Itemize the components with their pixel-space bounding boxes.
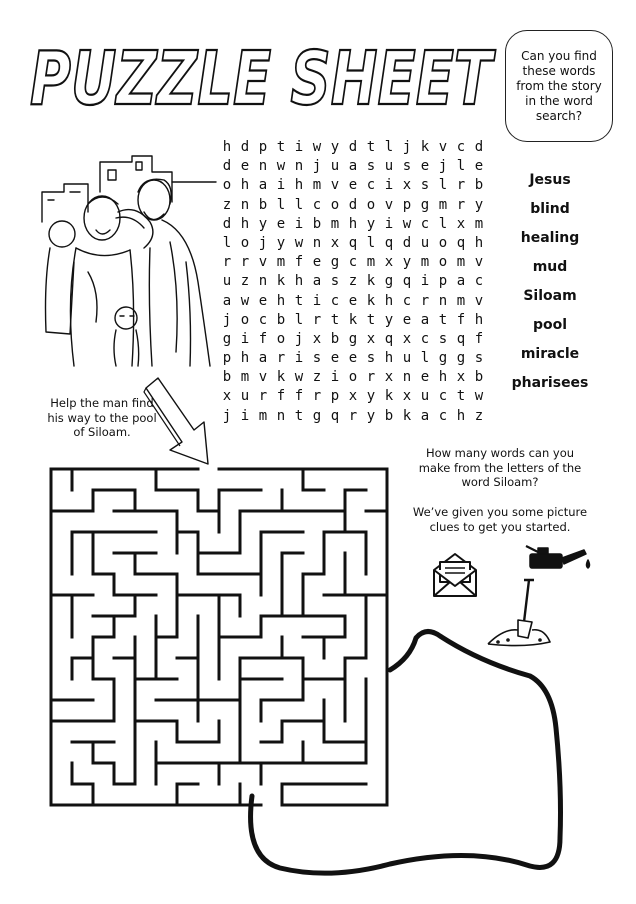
grid-letter[interactable]: x xyxy=(222,388,232,405)
grid-letter[interactable]: d xyxy=(222,158,232,175)
grid-letter[interactable]: s xyxy=(366,350,376,367)
grid-letter[interactable]: h xyxy=(384,350,394,367)
bubble-text: Can you find these words from the story in the word search? xyxy=(516,48,602,123)
grid-letter[interactable]: d xyxy=(240,139,250,155)
grid-letter[interactable]: y xyxy=(366,388,376,405)
grid-letter[interactable]: m xyxy=(312,177,322,194)
grid-letter[interactable]: e xyxy=(240,158,250,175)
grid-letter[interactable]: e xyxy=(276,215,286,232)
grid-letter[interactable]: m xyxy=(330,215,340,232)
grid-letter[interactable]: r xyxy=(456,196,466,213)
grid-letter[interactable]: w xyxy=(240,292,250,309)
grid-letter[interactable]: x xyxy=(402,388,412,405)
word-item: miracle xyxy=(520,346,580,362)
grid-letter[interactable]: h xyxy=(294,273,304,290)
grid-letter[interactable]: m xyxy=(366,254,376,271)
grid-letter[interactable]: m xyxy=(456,254,466,271)
word-list xyxy=(508,166,592,398)
grid-letter[interactable]: c xyxy=(474,273,484,290)
grid-letter[interactable]: r xyxy=(312,311,322,328)
grid-letter[interactable]: x xyxy=(384,254,394,271)
grid-letter[interactable]: g xyxy=(456,350,466,367)
grid-letter[interactable]: w xyxy=(294,369,304,386)
grid-letter[interactable]: y xyxy=(384,311,394,328)
grid-letter[interactable]: e xyxy=(348,292,358,309)
grid-letter[interactable]: p xyxy=(258,139,268,155)
grid-letter[interactable]: s xyxy=(330,273,340,290)
grid-letter[interactable]: u xyxy=(330,158,340,175)
grid-letter[interactable]: h xyxy=(474,311,484,328)
grid-letter[interactable]: d xyxy=(348,196,358,213)
grid-letter[interactable]: z xyxy=(240,273,250,290)
grid-letter[interactable]: r xyxy=(258,388,268,405)
grid-letter[interactable]: m xyxy=(258,407,268,424)
grid-letter[interactable]: e xyxy=(312,254,322,271)
grid-letter[interactable]: q xyxy=(330,407,340,424)
grid-letter[interactable]: k xyxy=(348,311,358,328)
grid-letter[interactable]: f xyxy=(258,330,268,347)
grid-letter[interactable]: k xyxy=(366,273,376,290)
grid-letter[interactable]: g xyxy=(438,350,448,367)
grid-letter[interactable]: x xyxy=(456,215,466,232)
word-item: blind xyxy=(530,201,570,217)
grid-letter[interactable]: r xyxy=(222,254,232,271)
grid-letter[interactable]: z xyxy=(348,273,358,290)
grid-letter[interactable]: e xyxy=(258,292,268,309)
grid-letter[interactable]: n xyxy=(240,196,250,213)
grid-letter[interactable]: w xyxy=(474,388,484,405)
grid-letter[interactable]: u xyxy=(420,388,430,405)
grid-letter[interactable]: b xyxy=(276,311,286,328)
grid-letter[interactable]: g xyxy=(384,273,394,290)
maze-instruction: Help the man find his way to the pool of Siloam. xyxy=(47,396,157,439)
grid-letter[interactable]: y xyxy=(402,254,412,271)
grid-letter[interactable]: g xyxy=(420,196,430,213)
grid-letter[interactable]: m xyxy=(474,215,484,232)
grid-letter[interactable]: x xyxy=(402,330,412,347)
grid-letter[interactable]: l xyxy=(420,350,430,367)
grid-letter[interactable]: n xyxy=(258,158,268,175)
grid-letter[interactable]: l xyxy=(438,215,448,232)
grid-letter[interactable]: c xyxy=(312,196,322,213)
grid-letter[interactable]: j xyxy=(402,139,412,155)
grid-letter[interactable]: c xyxy=(420,330,430,347)
grid-letter[interactable]: x xyxy=(348,388,358,405)
grid-letter[interactable]: h xyxy=(222,139,232,155)
grid-letter[interactable]: g xyxy=(330,254,340,271)
grid-letter[interactable]: w xyxy=(312,139,322,155)
grid-letter[interactable]: m xyxy=(420,254,430,271)
grid-letter[interactable]: d xyxy=(348,139,358,155)
page-title: PUZZLE SHEET xyxy=(30,36,497,118)
grid-letter[interactable]: f xyxy=(294,388,304,405)
grid-letter[interactable]: x xyxy=(330,234,340,251)
grid-letter[interactable]: v xyxy=(384,196,394,213)
grid-letter[interactable]: x xyxy=(312,330,322,347)
grid-letter[interactable]: x xyxy=(384,369,394,386)
grid-letter[interactable]: p xyxy=(402,196,412,213)
grid-letter[interactable]: i xyxy=(420,273,430,290)
grid-letter[interactable]: l xyxy=(294,196,304,213)
grid-letter[interactable]: h xyxy=(456,407,466,424)
grid-letter[interactable]: j xyxy=(258,234,268,251)
envelope-icon xyxy=(430,548,480,600)
grid-letter[interactable]: e xyxy=(474,158,484,175)
grid-letter[interactable]: j xyxy=(222,311,232,328)
grid-letter[interactable]: u xyxy=(402,350,412,367)
grid-letter[interactable]: a xyxy=(456,273,466,290)
pool-path xyxy=(240,618,570,888)
grid-letter[interactable]: b xyxy=(474,177,484,194)
grid-letter[interactable]: h xyxy=(240,215,250,232)
grid-letter[interactable]: q xyxy=(456,330,466,347)
grid-letter[interactable]: p xyxy=(438,273,448,290)
grid-letter[interactable]: h xyxy=(474,234,484,251)
word-item: Jesus xyxy=(529,172,571,188)
grid-letter[interactable]: l xyxy=(384,139,394,155)
grid-letter[interactable]: k xyxy=(384,388,394,405)
grid-letter[interactable]: v xyxy=(258,369,268,386)
grid-letter[interactable]: a xyxy=(312,273,322,290)
grid-letter[interactable]: u xyxy=(420,234,430,251)
grid-letter[interactable]: h xyxy=(294,177,304,194)
word-item: Siloam xyxy=(523,288,577,304)
grid-letter[interactable]: n xyxy=(294,158,304,175)
grid-letter[interactable]: i xyxy=(312,292,322,309)
grid-letter[interactable]: j xyxy=(312,158,322,175)
grid-letter[interactable]: k xyxy=(402,407,412,424)
grid-letter[interactable]: f xyxy=(474,330,484,347)
grid-letter[interactable]: j xyxy=(438,158,448,175)
arrow-icon xyxy=(140,376,216,470)
title-graphic xyxy=(30,32,500,118)
grid-letter[interactable]: c xyxy=(420,215,430,232)
grid-letter[interactable]: v xyxy=(330,177,340,194)
grid-letter[interactable]: q xyxy=(384,234,394,251)
grid-letter[interactable]: d xyxy=(222,215,232,232)
grid-letter[interactable]: a xyxy=(258,177,268,194)
grid-letter[interactable]: j xyxy=(294,330,304,347)
grid-letter[interactable]: q xyxy=(348,234,358,251)
grid-letter[interactable]: h xyxy=(276,292,286,309)
grid-letter[interactable]: a xyxy=(420,311,430,328)
grid-letter[interactable]: n xyxy=(438,292,448,309)
grid-letter[interactable]: a xyxy=(222,292,232,309)
grid-letter[interactable]: t xyxy=(366,139,376,155)
word-item: pool xyxy=(532,317,568,333)
grid-letter[interactable]: u xyxy=(240,388,250,405)
grid-letter[interactable]: o xyxy=(348,369,358,386)
grid-letter[interactable]: s xyxy=(420,177,430,194)
grid-letter[interactable]: a xyxy=(348,158,358,175)
grid-letter[interactable]: w xyxy=(402,215,412,232)
grid-letter[interactable]: w xyxy=(276,158,286,175)
grid-letter[interactable]: x xyxy=(366,330,376,347)
spade-icon xyxy=(484,578,554,650)
grid-letter[interactable]: s xyxy=(366,158,376,175)
grid-letter[interactable]: b xyxy=(384,407,394,424)
grid-letter[interactable]: l xyxy=(222,234,232,251)
grid-letter[interactable]: l xyxy=(456,158,466,175)
grid-letter[interactable]: e xyxy=(402,311,412,328)
grid-letter[interactable]: r xyxy=(456,177,466,194)
grid-letter[interactable]: z xyxy=(222,196,232,213)
grid-letter[interactable]: y xyxy=(366,407,376,424)
grid-letter[interactable]: w xyxy=(294,234,304,251)
grid-letter[interactable]: y xyxy=(276,234,286,251)
grid-letter[interactable]: c xyxy=(402,292,412,309)
grid-letter[interactable]: c xyxy=(438,388,448,405)
grid-letter[interactable]: t xyxy=(438,311,448,328)
grid-letter[interactable]: f xyxy=(456,311,466,328)
grid-letter[interactable]: r xyxy=(276,350,286,367)
grid-letter[interactable]: o xyxy=(330,196,340,213)
grid-letter[interactable]: s xyxy=(438,330,448,347)
jesus-healing-blind-man-illustration xyxy=(40,152,218,370)
grid-letter[interactable]: t xyxy=(276,139,286,155)
grid-letter[interactable]: i xyxy=(294,215,304,232)
grid-letter[interactable]: t xyxy=(294,407,304,424)
word-question: How many words can you make from the letters of the word Siloam? xyxy=(418,446,582,489)
grid-letter[interactable]: i xyxy=(240,407,250,424)
grid-letter[interactable]: n xyxy=(258,273,268,290)
grid-letter[interactable]: h xyxy=(240,350,250,367)
grid-letter[interactable]: r xyxy=(420,292,430,309)
grid-letter[interactable]: o xyxy=(438,254,448,271)
grid-letter[interactable]: h xyxy=(348,215,358,232)
grid-letter[interactable]: q xyxy=(456,234,466,251)
grid-letter[interactable]: b xyxy=(222,369,232,386)
grid-letter[interactable]: u xyxy=(222,273,232,290)
grid-letter[interactable]: e xyxy=(348,350,358,367)
word-item: pharisees xyxy=(511,375,589,391)
oil-can-icon xyxy=(524,540,596,574)
grid-letter[interactable]: t xyxy=(456,388,466,405)
grid-letter[interactable]: e xyxy=(330,350,340,367)
grid-letter[interactable]: g xyxy=(312,407,322,424)
grid-letter[interactable]: o xyxy=(240,234,250,251)
grid-letter[interactable]: v xyxy=(438,139,448,155)
instruction-bubble xyxy=(505,30,613,142)
grid-letter[interactable]: o xyxy=(366,196,376,213)
grid-letter[interactable]: m xyxy=(456,292,466,309)
word-item: mud xyxy=(532,259,568,275)
grid-letter[interactable]: q xyxy=(402,273,412,290)
grid-letter[interactable]: t xyxy=(366,311,376,328)
grid-letter[interactable]: g xyxy=(222,330,232,347)
grid-letter[interactable]: i xyxy=(330,369,340,386)
grid-letter[interactable]: d xyxy=(402,234,412,251)
grid-letter[interactable]: s xyxy=(474,350,484,367)
grid-letter[interactable]: r xyxy=(312,388,322,405)
grid-letter[interactable]: u xyxy=(384,158,394,175)
grid-letter[interactable]: y xyxy=(330,139,340,155)
grid-letter[interactable]: r xyxy=(366,369,376,386)
grid-letter[interactable]: c xyxy=(456,139,466,155)
word-item: healing xyxy=(520,230,580,246)
grid-letter[interactable]: k xyxy=(276,369,286,386)
word-search-grid xyxy=(218,138,488,426)
grid-letter[interactable]: c xyxy=(438,407,448,424)
grid-letter[interactable]: l xyxy=(438,177,448,194)
grid-letter[interactable]: y xyxy=(366,215,376,232)
grid-letter[interactable]: z xyxy=(312,369,322,386)
grid-letter[interactable]: v xyxy=(258,254,268,271)
grid-letter[interactable]: l xyxy=(366,234,376,251)
grid-letter[interactable]: r xyxy=(348,407,358,424)
grid-letter[interactable]: c xyxy=(348,254,358,271)
grid-letter[interactable]: i xyxy=(384,177,394,194)
grid-letter[interactable]: c xyxy=(330,292,340,309)
grid-letter[interactable]: k xyxy=(276,273,286,290)
grid-letter[interactable]: k xyxy=(366,292,376,309)
grid-letter[interactable]: m xyxy=(276,254,286,271)
grid-letter[interactable]: q xyxy=(384,330,394,347)
grid-letter[interactable]: l xyxy=(294,311,304,328)
grid-letter[interactable]: y xyxy=(474,196,484,213)
grid-letter[interactable]: k xyxy=(420,139,430,155)
grid-letter[interactable]: a xyxy=(420,407,430,424)
grid-letter[interactable]: n xyxy=(276,407,286,424)
grid-letter[interactable]: o xyxy=(222,177,232,194)
grid-letter[interactable]: g xyxy=(348,330,358,347)
grid-letter[interactable]: i xyxy=(294,139,304,155)
grid-letter[interactable]: p xyxy=(222,350,232,367)
grid-letter[interactable]: i xyxy=(240,330,250,347)
grid-letter[interactable]: f xyxy=(294,254,304,271)
grid-letter[interactable]: l xyxy=(276,196,286,213)
grid-letter[interactable]: y xyxy=(258,215,268,232)
grid-letter[interactable]: b xyxy=(258,196,268,213)
grid-letter[interactable]: h xyxy=(384,292,394,309)
grid-letter[interactable]: t xyxy=(294,292,304,309)
grid-letter[interactable]: o xyxy=(240,311,250,328)
grid-letter[interactable]: m xyxy=(240,369,250,386)
grid-letter[interactable]: t xyxy=(330,311,340,328)
grid-letter[interactable]: c xyxy=(366,177,376,194)
grid-letter[interactable]: e xyxy=(420,369,430,386)
grid-letter[interactable]: x xyxy=(402,177,412,194)
grid-letter[interactable]: d xyxy=(474,139,484,155)
grid-letter[interactable]: v xyxy=(474,254,484,271)
grid-letter[interactable]: v xyxy=(474,292,484,309)
grid-letter[interactable]: o xyxy=(438,234,448,251)
grid-letter[interactable]: b xyxy=(330,330,340,347)
grid-letter[interactable]: x xyxy=(456,369,466,386)
grid-letter[interactable]: s xyxy=(402,158,412,175)
grid-letter[interactable]: i xyxy=(294,350,304,367)
grid-letter[interactable]: n xyxy=(312,234,322,251)
grid-letter[interactable]: m xyxy=(438,196,448,213)
grid-letter[interactable]: s xyxy=(312,350,322,367)
grid-letter[interactable]: b xyxy=(474,369,484,386)
grid-letter[interactable]: h xyxy=(240,177,250,194)
grid-letter[interactable]: z xyxy=(474,407,484,424)
grid-letter[interactable]: i xyxy=(276,177,286,194)
grid-letter[interactable]: r xyxy=(240,254,250,271)
grid-letter[interactable]: c xyxy=(258,311,268,328)
grid-letter[interactable]: p xyxy=(330,388,340,405)
grid-letter[interactable]: n xyxy=(402,369,412,386)
grid-letter[interactable]: o xyxy=(276,330,286,347)
grid-letter[interactable]: e xyxy=(348,177,358,194)
grid-letter[interactable]: h xyxy=(438,369,448,386)
grid-letter[interactable]: i xyxy=(384,215,394,232)
grid-letter[interactable]: f xyxy=(276,388,286,405)
grid-letter[interactable]: j xyxy=(222,407,232,424)
grid-letter[interactable]: b xyxy=(312,215,322,232)
grid-letter[interactable]: e xyxy=(420,158,430,175)
clue-text: We’ve given you some picture clues to get you started. xyxy=(412,505,588,534)
grid-letter[interactable]: a xyxy=(258,350,268,367)
